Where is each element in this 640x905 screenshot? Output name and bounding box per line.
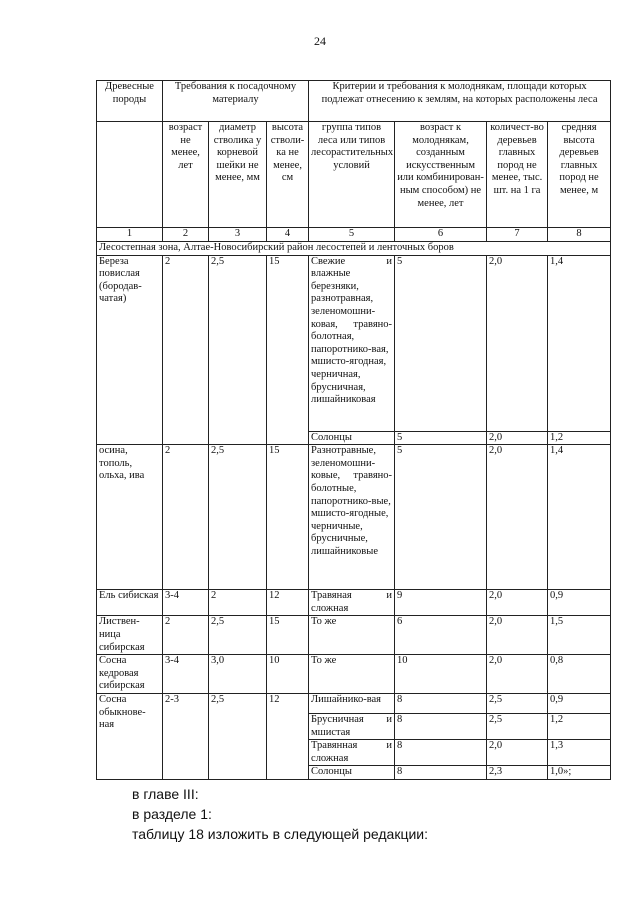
avg-height-cell: 1,2 bbox=[548, 713, 611, 739]
header-col-height: высота стволи-ка не менее, см bbox=[267, 122, 309, 228]
young-age-cell: 5 bbox=[395, 445, 487, 590]
young-age-cell: 8 bbox=[395, 766, 487, 780]
tree-count-cell: 2,0 bbox=[487, 590, 548, 616]
seedling-height-cell: 12 bbox=[267, 693, 309, 779]
diameter-cell: 2,5 bbox=[209, 616, 267, 655]
tree-count-cell: 2,5 bbox=[487, 693, 548, 713]
column-number: 2 bbox=[163, 228, 209, 242]
diameter-cell: 3,0 bbox=[209, 655, 267, 694]
column-number: 3 bbox=[209, 228, 267, 242]
column-number: 8 bbox=[548, 228, 611, 242]
avg-height-cell: 1,0»; bbox=[548, 766, 611, 780]
seedling-height-cell: 10 bbox=[267, 655, 309, 694]
after-text-line: в разделе 1: bbox=[132, 806, 212, 822]
young-age-cell: 6 bbox=[395, 616, 487, 655]
forest-type-cell: Солонцы bbox=[309, 431, 395, 445]
avg-height-cell: 1,3 bbox=[548, 740, 611, 766]
forest-criteria-table bbox=[96, 80, 611, 780]
tree-count-cell: 2,0 bbox=[487, 740, 548, 766]
header-col-diameter: диаметр стволика у корневой шейки не менее, мм bbox=[209, 122, 267, 228]
tree-count-cell: 2,0 bbox=[487, 431, 548, 445]
header-blank bbox=[97, 122, 163, 228]
table-row bbox=[97, 255, 611, 431]
table-row bbox=[97, 445, 611, 590]
header-col-young-age: возраст к молоднякам, созданным искусственным или комбинирован-ным способом) не менее, лет bbox=[395, 122, 487, 228]
tree-count-cell: 2,5 bbox=[487, 713, 548, 739]
column-number: 6 bbox=[395, 228, 487, 242]
header-col-avg-height: средняя высота деревьев главных пород не менее, м bbox=[548, 122, 611, 228]
page-number: 24 bbox=[314, 34, 326, 48]
header-col-tree-count: количест-во деревьев главных пород не менее, тыс. шт. на 1 га bbox=[487, 122, 548, 228]
table-row bbox=[97, 590, 611, 616]
column-number: 4 bbox=[267, 228, 309, 242]
header-col-age: возраст не менее, лет bbox=[163, 122, 209, 228]
young-age-cell: 5 bbox=[395, 431, 487, 445]
forest-type-cell: Солонцы bbox=[309, 766, 395, 780]
seedling-height-cell: 12 bbox=[267, 590, 309, 616]
table-row bbox=[97, 616, 611, 655]
table-row bbox=[97, 693, 611, 713]
forest-type-cell: Травяная и сложная bbox=[309, 590, 395, 616]
header-col-forest-type: группа типов леса или типов лесорастительных условий bbox=[309, 122, 395, 228]
species-cell: Листвен-ница сибирская bbox=[97, 616, 163, 655]
column-number: 7 bbox=[487, 228, 548, 242]
young-age-cell: 5 bbox=[395, 255, 487, 431]
avg-height-cell: 1,4 bbox=[548, 445, 611, 590]
young-age-cell: 9 bbox=[395, 590, 487, 616]
species-cell: Сосна кедровая сибирская bbox=[97, 655, 163, 694]
diameter-cell: 2,5 bbox=[209, 255, 267, 445]
planting-age-cell: 2 bbox=[163, 616, 209, 655]
header-species: Древесные породы bbox=[97, 81, 163, 122]
planting-age-cell: 2-3 bbox=[163, 693, 209, 779]
species-cell: осина, тополь, ольха, ива bbox=[97, 445, 163, 590]
diameter-cell: 2,5 bbox=[209, 445, 267, 590]
planting-age-cell: 3-4 bbox=[163, 655, 209, 694]
after-text-line: в главе III: bbox=[132, 786, 199, 802]
table-row bbox=[97, 655, 611, 694]
avg-height-cell: 0,8 bbox=[548, 655, 611, 694]
header-planting-material: Требования к посадочному материалу bbox=[163, 81, 309, 122]
planting-age-cell: 2 bbox=[163, 255, 209, 445]
seedling-height-cell: 15 bbox=[267, 616, 309, 655]
species-cell: Ель сибиская bbox=[97, 590, 163, 616]
diameter-cell: 2,5 bbox=[209, 693, 267, 779]
avg-height-cell: 0,9 bbox=[548, 590, 611, 616]
forest-type-cell: То же bbox=[309, 616, 395, 655]
species-cell: Береза повислая (бородав-чатая) bbox=[97, 255, 163, 445]
after-text-line: таблицу 18 изложить в следующей редакции: bbox=[132, 826, 429, 842]
planting-age-cell: 3-4 bbox=[163, 590, 209, 616]
tree-count-cell: 2,0 bbox=[487, 445, 548, 590]
forest-type-cell: То же bbox=[309, 655, 395, 694]
header-young-stand-criteria: Критерии и требования к молоднякам, площади которых подлежат отнесению к землям, на которых расположены леса bbox=[309, 81, 611, 122]
avg-height-cell: 1,4 bbox=[548, 255, 611, 431]
column-number: 5 bbox=[309, 228, 395, 242]
avg-height-cell: 1,2 bbox=[548, 431, 611, 445]
tree-count-cell: 2,0 bbox=[487, 255, 548, 431]
tree-count-cell: 2,0 bbox=[487, 655, 548, 694]
forest-type-cell: Лишайнико-вая bbox=[309, 693, 395, 713]
young-age-cell: 8 bbox=[395, 693, 487, 713]
zone-row: Лесостепная зона, Алтае-Новосибирский район лесостепей и ленточных боров bbox=[97, 241, 611, 255]
avg-height-cell: 1,5 bbox=[548, 616, 611, 655]
seedling-height-cell: 15 bbox=[267, 445, 309, 590]
seedling-height-cell: 15 bbox=[267, 255, 309, 445]
forest-type-cell: Свежие и влажные березняки, разнотравная, зеленомошни-ковая, травяно-болотная, папоротнико-вая, мшисто-ягодная, черничная, брусничная, лишайниковая bbox=[309, 255, 395, 431]
species-cell: Сосна обыкнове-ная bbox=[97, 693, 163, 779]
tree-count-cell: 2,0 bbox=[487, 616, 548, 655]
avg-height-cell: 0,9 bbox=[548, 693, 611, 713]
forest-type-cell: Брусничная и мшистая bbox=[309, 713, 395, 739]
tree-count-cell: 2,3 bbox=[487, 766, 548, 780]
young-age-cell: 8 bbox=[395, 713, 487, 739]
young-age-cell: 8 bbox=[395, 740, 487, 766]
diameter-cell: 2 bbox=[209, 590, 267, 616]
young-age-cell: 10 bbox=[395, 655, 487, 694]
column-number: 1 bbox=[97, 228, 163, 242]
forest-type-cell: Травянная и сложная bbox=[309, 740, 395, 766]
forest-type-cell: Разнотравные, зеленомошни-ковые, травяно-болотные, папоротнико-вые, мшисто-ягодные, черничные, брусничные, лишайниковые bbox=[309, 445, 395, 590]
planting-age-cell: 2 bbox=[163, 445, 209, 590]
